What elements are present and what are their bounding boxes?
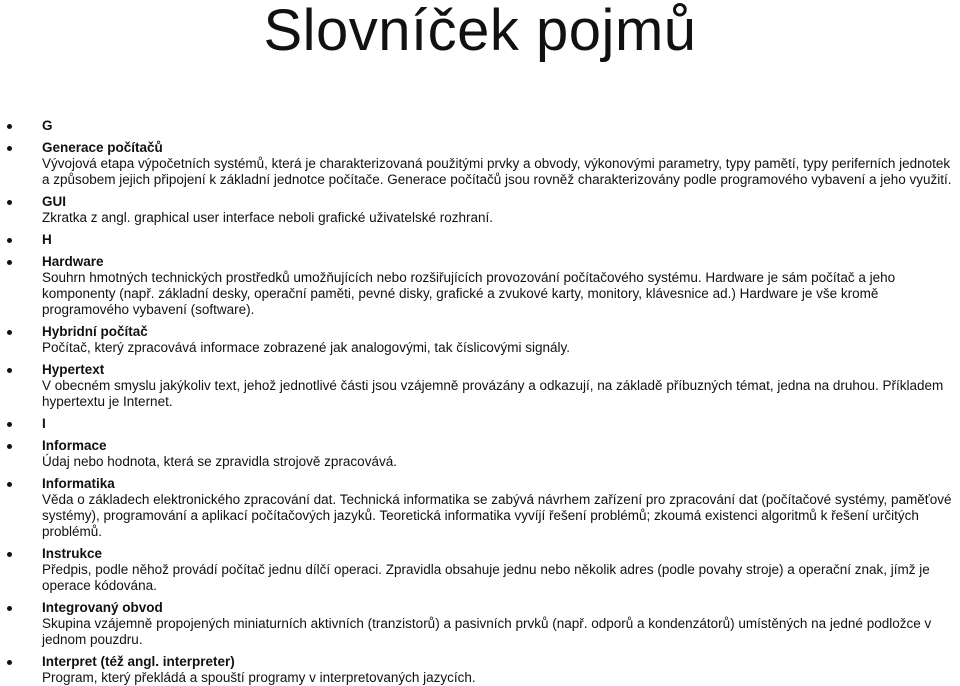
- list-item: [0, 546, 960, 594]
- list-item: [0, 140, 960, 188]
- list-item: [0, 362, 960, 410]
- glossary-definition: Zkratka z angl. graphical user interface neboli grafické uživatelské rozhraní.: [42, 210, 493, 225]
- glossary-letter: G: [42, 118, 53, 133]
- glossary-definition: V obecném smyslu jakýkoliv text, jehož jednotlivé části jsou vzájemně provázány a odkazují, na základě příbuzných témat, jedna na druhou. Příkladem hypertextu je Internet.: [42, 378, 944, 409]
- glossary-list: [0, 118, 960, 686]
- glossary-term: Interpret (též angl. interpreter): [42, 654, 235, 669]
- glossary-term: Informatika: [42, 476, 115, 491]
- glossary-definition: Vývojová etapa výpočetních systémů, která je charakterizovaná použitými prvky a obvody, výkonovými parametry, typy pamětí, typy periferních jednotek a způsobem jejich připojení k základní jednotce počítače. Generace počítačů jsou rovněž charakterizovány podle programového vybavení a jeho využití.: [42, 156, 952, 187]
- bullet-icon: [7, 552, 12, 557]
- list-item: [0, 232, 960, 248]
- glossary-definition: Program, který překládá a spouští programy v interpretovaných jazycích.: [42, 670, 476, 685]
- list-item: [0, 254, 960, 318]
- glossary-definition: Skupina vzájemně propojených miniaturních aktivních (tranzistorů) a pasivních prvků (např. odporů a kondenzátorů) umístěných na jedné podložce v jednom pouzdru.: [42, 616, 932, 647]
- glossary-term: Generace počítačů: [42, 140, 163, 155]
- bullet-icon: [7, 124, 12, 129]
- bullet-icon: [7, 238, 12, 243]
- glossary-definition: Údaj nebo hodnota, která se zpravidla strojově zpracovává.: [42, 454, 397, 469]
- bullet-icon: [7, 606, 12, 611]
- list-item: [0, 194, 960, 226]
- list-item: [0, 476, 960, 540]
- glossary-term: Hybridní počítač: [42, 324, 148, 339]
- glossary-term: Hypertext: [42, 362, 105, 377]
- bullet-icon: [7, 260, 12, 265]
- bullet-icon: [7, 200, 12, 205]
- glossary-definition: Věda o základech elektronického zpracování dat. Technická informatika se zabývá návrhem zařízení pro zpracování dat (počítačové systémy, paměťové systémy), programování a aplikací počítačových jazyků. Teoretická informatika vyvíjí řešení problémů; zkoumá existenci algoritmů k řešení určitých problémů.: [42, 492, 952, 539]
- glossary-term: Instrukce: [42, 546, 103, 561]
- bullet-icon: [7, 444, 12, 449]
- glossary-definition: Souhrn hmotných technických prostředků umožňujících nebo rozšiřujících provozování počítačového systému. Hardware je sám počítač a jeho komponenty (např. základní desky, operační paměti, pevné disky, grafické a zvukové karty, monitory, klávesnice ad.) Hardware je vše kromě programového vybavení (software).: [42, 270, 896, 317]
- glossary-term: Integrovaný obvod: [42, 600, 163, 615]
- glossary-definition: Počítač, který zpracovává informace zobrazené jak analogovými, tak číslicovými signály.: [42, 340, 570, 355]
- list-item: [0, 438, 960, 470]
- bullet-icon: [7, 330, 12, 335]
- glossary-letter: I: [42, 416, 46, 431]
- list-item: [0, 654, 960, 686]
- page-title: Slovníček pojmů: [263, 0, 697, 63]
- list-item: [0, 416, 960, 432]
- glossary-definition: Předpis, podle něhož provádí počítač jednu dílčí operaci. Zpravidla obsahuje jednu nebo několik adres (podle povahy stroje) a operační znak, jímž je operace kódována.: [42, 562, 930, 593]
- list-item: [0, 118, 960, 134]
- glossary-term: Informace: [42, 438, 107, 453]
- bullet-icon: [7, 422, 12, 427]
- bullet-icon: [7, 482, 12, 487]
- bullet-icon: [7, 660, 12, 665]
- glossary-letter: H: [42, 232, 52, 247]
- bullet-icon: [7, 368, 12, 373]
- glossary-term: Hardware: [42, 254, 104, 269]
- glossary-term: GUI: [42, 194, 67, 209]
- list-item: [0, 600, 960, 648]
- list-item: [0, 324, 960, 356]
- bullet-icon: [7, 146, 12, 151]
